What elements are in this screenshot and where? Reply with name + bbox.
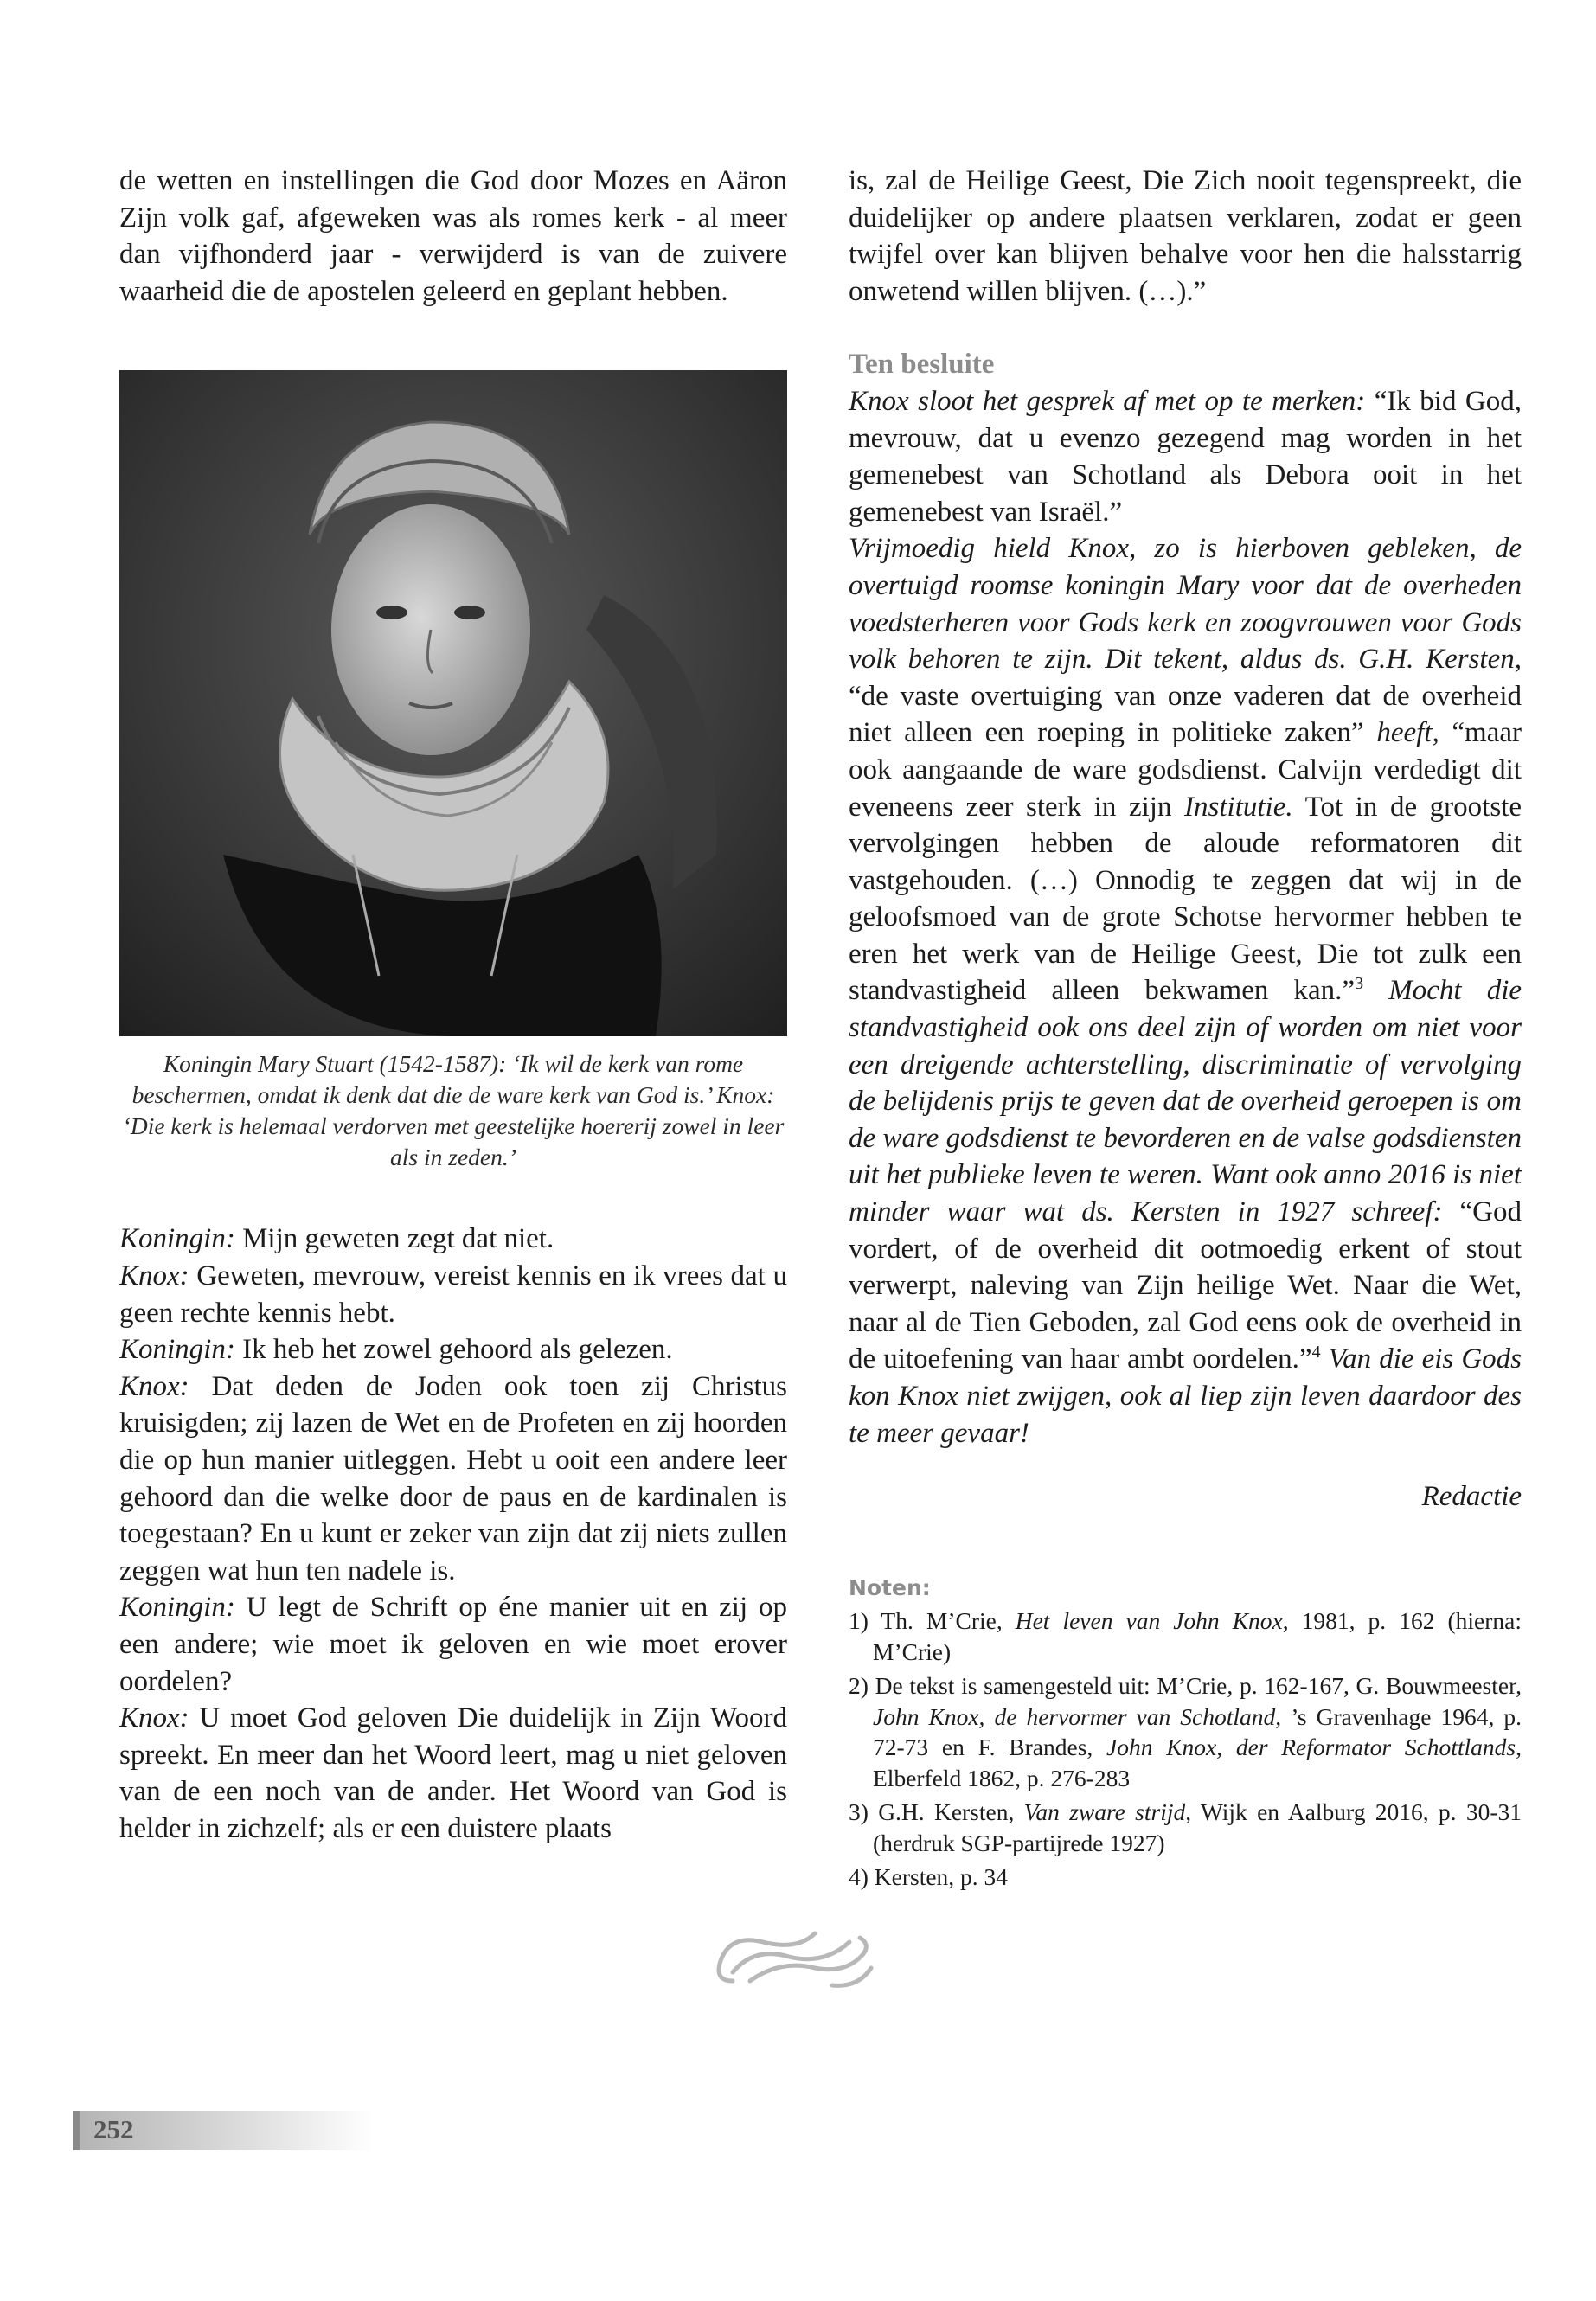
- note-text: , Elberfeld 1862, p. 276-283: [873, 1734, 1522, 1791]
- italic-text: Van die eis Gods kon Knox niet zwijgen, ook al liep zijn leven daardoor des te meer gevaar!: [849, 1343, 1522, 1449]
- footnote-ref: 4: [1311, 1343, 1321, 1362]
- paragraph-conclusion: [849, 530, 1522, 1452]
- quote-text: “de vaste overtuiging van onze vaderen dat de overheid niet alleen een roeping in politieke zaken”: [849, 680, 1522, 749]
- dialogue-text: U legt de Schrift op éne manier uit en zij op een andere; wie moet ik geloven en wie moet erover oordelen?: [119, 1592, 787, 1697]
- note-item: [849, 1797, 1522, 1858]
- dialogue-text: Ik heb het zowel gehoord als gelezen.: [234, 1334, 673, 1366]
- speaker: Knox:: [119, 1702, 189, 1734]
- note-title: Van zware strijd: [1023, 1798, 1186, 1826]
- italic-text: Vrijmoedig hield Knox, zo is hierboven gebleken, de overtuigd roomse koningin Mary voor dat de overheden voedsterheren voor Gods kerk en zoogvrouwen voor Gods volk behoren te zijn. Dit tekent, aldus ds. G.H. Kersten,: [849, 533, 1522, 676]
- paragraph-intro: de wetten en instellingen die God door Mozes en Aäron Zijn volk gaf, afgeweken was als romes kerk - al meer dan vijfhonderd jaar - verwijderd is van de zuivere waarheid die de apostelen geleerd en geplant hebben.: [119, 165, 787, 307]
- speaker: Koningin:: [119, 1592, 235, 1624]
- dialogue-line: [119, 1221, 787, 1258]
- speaker: Koningin:: [119, 1334, 235, 1366]
- dialogue-text: Mijn geweten zegt dat niet.: [234, 1223, 554, 1255]
- note-text: , ’s Gravenhage 1964, p. 72-73 en F. Brandes,: [873, 1702, 1522, 1761]
- note-item: [849, 1862, 1522, 1893]
- ornament-flourish-icon: [702, 1912, 884, 1998]
- italic-text: Knox sloot het gesprek af met op te merken:: [849, 385, 1366, 417]
- note-title: John Knox, de hervormer van Schotland: [873, 1702, 1276, 1730]
- footnote-ref: 3: [1355, 974, 1364, 994]
- portrait-caption: Koningin Mary Stuart (1542-1587): ‘Ik wil de kerk van rome beschermen, omdat ik denk dat die de ware kerk van God is.’ Knox: ‘Die kerk is helemaal verdorven met geestelijke hoererij zowel in leer als in zeden.’: [122, 1050, 785, 1171]
- signature: Redactie: [1421, 1481, 1522, 1513]
- dialogue-line: [119, 1258, 787, 1331]
- note-text: 3) G.H. Kersten,: [849, 1798, 1024, 1826]
- note-text: 4) Kersten, p. 34: [849, 1863, 1009, 1891]
- note-text: 1) Th. M’Crie,: [849, 1607, 1016, 1635]
- speaker: Koningin:: [119, 1223, 235, 1255]
- dialogue-text: U moet God geloven Die duidelijk in Zijn Woord spreekt. En meer dan het Woord leert, mag u niet geloven van de een noch van de ander. Het Woord van God is helder in zichzelf; als er een duistere plaats: [119, 1702, 787, 1844]
- note-title: Het leven van John Knox: [1015, 1607, 1283, 1635]
- note-item: [849, 1606, 1522, 1667]
- paragraph-closing: [849, 383, 1522, 530]
- italic-text: heeft,: [1363, 717, 1439, 749]
- notes-heading: Noten:: [849, 1575, 931, 1601]
- portrait-image: [119, 370, 787, 1036]
- note-item: [849, 1670, 1522, 1793]
- note-title: John Knox, der Reformator Schottlands: [1106, 1734, 1516, 1761]
- dialogue-line: [119, 1331, 787, 1368]
- italic-text: Mocht die standvastigheid ook ons deel zijn of worden om niet voor een dreigende achterstelling, discriminatie of vervolging de belijdenis prijs te geven dat de overheid geroepen is om de ware godsdienst te bevorderen en de valse godsdiensten uit het publieke leven te weren. Want ook anno 2016 is niet minder waar wat ds. Kersten in 1927 schreef:: [849, 975, 1522, 1228]
- speaker: Knox:: [119, 1370, 189, 1402]
- page-number: 252: [93, 2114, 134, 2144]
- ornament-divider: [702, 1912, 884, 2003]
- dialogue-line: [119, 1700, 787, 1847]
- speaker: Knox:: [119, 1259, 189, 1292]
- section-heading: Ten besluite: [849, 349, 995, 381]
- italic-text: Institutie.: [1171, 791, 1293, 823]
- note-text: , 1981, p. 162 (hierna: M’Crie): [873, 1607, 1522, 1665]
- notes-list: [849, 1606, 1522, 1893]
- quote-text: Tot in de grootste vervolgingen hebben de aloude reformatoren dit vastgehouden. (…) Onnodig te zeggen dat wij in de geloofsmoed van de grote Schotse hervormer hebben te eren het werk van de Heilige Geest, Die tot zulk een standvastigheid alleen bekwamen kan.”: [849, 791, 1522, 1007]
- quote-text: “Ik bid God, mevrouw, dat u evenzo gezegend mag worden in het gemenebest van Schotland als Debora ooit in het gemenebest van Israël.”: [849, 385, 1522, 528]
- note-text: 2) De tekst is samengesteld uit: M’Crie, p. 162-167, G. Bouwmeester,: [849, 1672, 1522, 1700]
- right-column: [849, 163, 1522, 1896]
- dialogue-line: [119, 1589, 787, 1700]
- dialogue-text: Geweten, mevrouw, vereist kennis en ik vrees dat u geen rechte kennis hebt.: [119, 1259, 787, 1329]
- quote-text: “God vordert, of de overheid dit ootmoedig erkent of stout verwerpt, naleving van Zijn heilige Wet. Naar die Wet, naar al de Tien Geboden, zal God eens ook de overheid in de uitoefening van haar ambt oordelen.”: [849, 1196, 1522, 1375]
- note-text: , Wijk en Aalburg 2016, p. 30-31 (herdruk SGP-partijrede 1927): [873, 1798, 1522, 1856]
- dialogue-line: [119, 1368, 787, 1590]
- quote-text: “maar ook aangaande de ware godsdienst. Calvijn verdedigt dit eveneens zeer sterk in zijn: [849, 717, 1522, 823]
- page-number-bar: [73, 2111, 374, 2150]
- paragraph-continuation: is, zal de Heilige Geest, Die Zich nooit tegenspreekt, die duidelijker op andere plaatsen verklaren, zodat er geen twijfel over kan blijven behalve voor hen die halsstarrig onwetend willen blijven. (…).”: [849, 165, 1522, 307]
- dialogue-text: Dat deden de Joden ook toen zij Christus kruisigden; zij lazen de Wet en de Profeten en zij hoorden die op hun manier uitleggen. Hebt u ooit een andere leer gehoord dan die welke door de paus en de kardinalen is toegestaan? En u kunt er zeker van zijn dat zij niets zullen zeggen wat hun ten nadele is.: [119, 1370, 787, 1586]
- left-column: [119, 163, 787, 1847]
- dialogue: [119, 1221, 787, 1847]
- portrait-mary-stuart: [119, 370, 787, 1036]
